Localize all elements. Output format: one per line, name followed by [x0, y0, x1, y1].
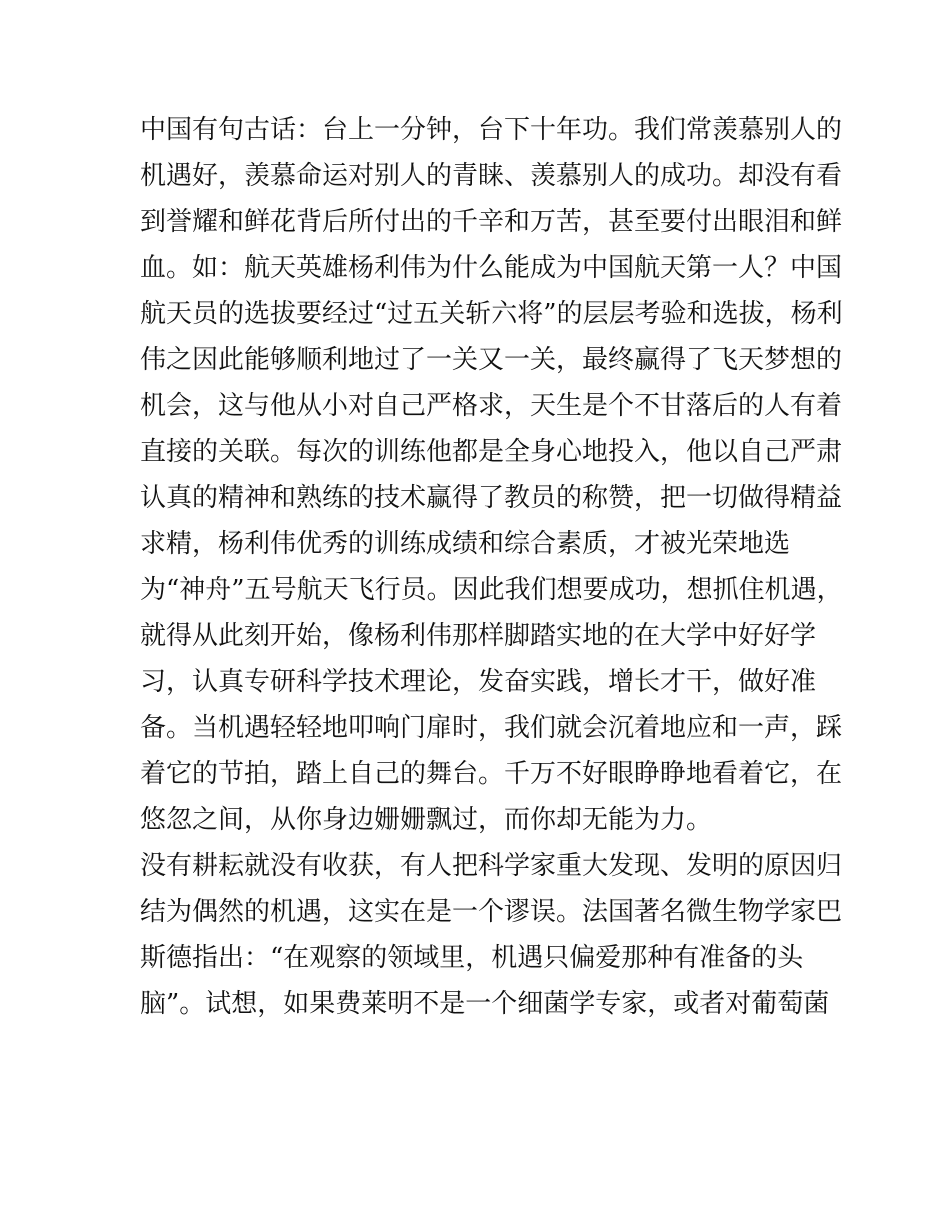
- text-line: 求精，杨利伟优秀的训练成绩和综合素质，才被光荣地选: [140, 529, 791, 559]
- text-line: 机遇好，羡慕命运对别人的青睐、羡慕别人的成功。却没有看: [140, 161, 843, 191]
- text-line: 航天员的选拔要经过“过五关斩六将”的层层考验和选拔，杨利: [140, 299, 843, 329]
- text-line: 着它的节拍，踏上自己的舞台。千万不好眼睁睁地看着它，在: [140, 759, 843, 789]
- text-line: 就得从此刻开始，像杨利伟那样脚踏实地的在大学中好好学: [140, 621, 817, 651]
- text-line: 伟之因此能够顺利地过了一关又一关，最终赢得了飞天梦想的: [140, 345, 843, 375]
- text-line: 悠忽之间，从你身边姗姗飘过，而你却无能为力。: [140, 805, 713, 835]
- text-line: 备。当机遇轻轻地叩响门扉时，我们就会沉着地应和一声，踩: [140, 713, 843, 743]
- text-line: 到誉耀和鲜花背后所付出的千辛和万苦，甚至要付出眼泪和鲜: [140, 207, 843, 237]
- text-line: 认真的精神和熟练的技术赢得了教员的称赞，把一切做得精益: [140, 483, 843, 513]
- text-line: 直接的关联。每次的训练他都是全身心地投入，他以自己严肃: [140, 437, 843, 467]
- text-line: 斯德指出：“在观察的领域里，机遇只偏爱那种有准备的头: [140, 943, 804, 973]
- text-line: 为“神舟”五号航天飞行员。因此我们想要成功，想抓住机遇，: [140, 575, 843, 605]
- text-line: 机会，这与他从小对自己严格求，天生是个不甘落后的人有着: [140, 391, 843, 421]
- text-line: 习，认真专研科学技术理论，发奋实践，增长才干，做好准: [140, 667, 817, 697]
- text-line: 脑”。试想，如果费莱明不是一个细菌学专家，或者对葡萄菌: [140, 989, 830, 1019]
- text-line: 血。如：航天英雄杨利伟为什么能成为中国航天第一人？中国: [140, 253, 843, 283]
- text-line: 中国有句古话：台上一分钟，台下十年功。我们常羡慕别人的: [140, 115, 843, 145]
- text-line: 结为偶然的机遇，这实在是一个谬误。法国著名微生物学家巴: [140, 897, 843, 927]
- text-line: 没有耕耘就没有收获，有人把科学家重大发现、发明的原因归: [140, 851, 843, 881]
- body-text: [140, 107, 843, 1027]
